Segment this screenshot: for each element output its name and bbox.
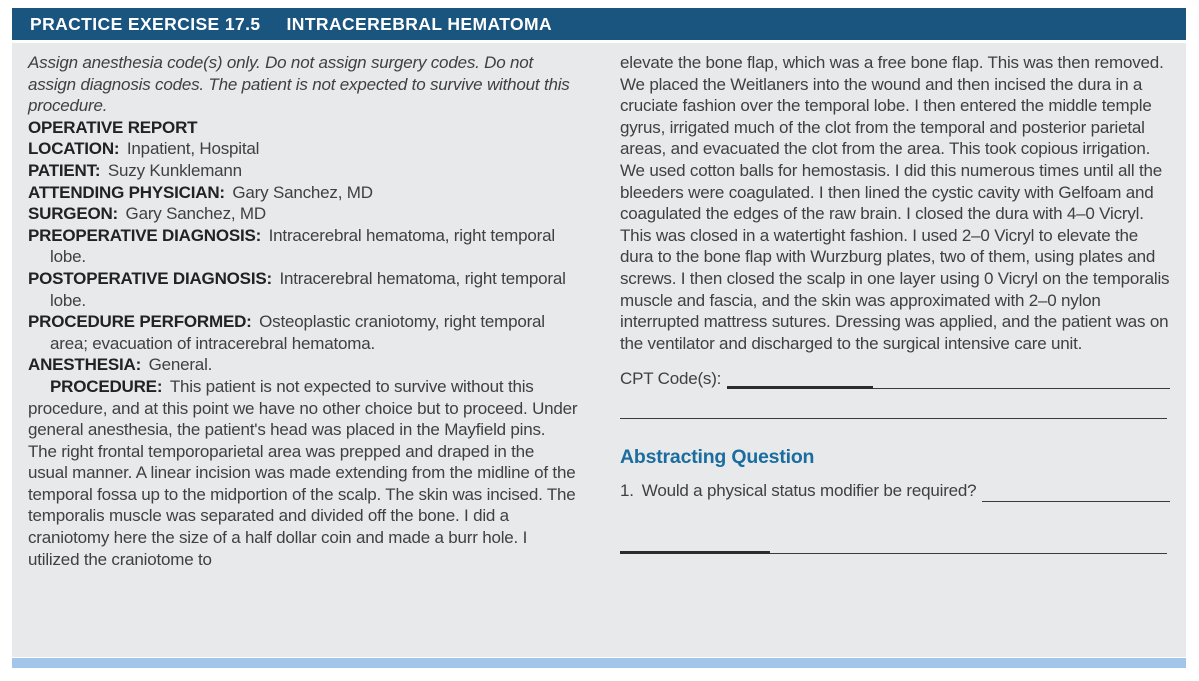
field-location xyxy=(28,138,578,160)
field-preoperative-diagnosis xyxy=(28,225,578,268)
field-patient-label: PATIENT: xyxy=(28,160,105,180)
field-postoperative-diagnosis-value: Intracerebral hematoma, right temporal lobe. xyxy=(50,268,566,310)
cpt-answer-blank-line xyxy=(873,369,1170,389)
field-location-value: Inpatient, Hospital xyxy=(126,139,260,159)
field-attending-physician xyxy=(28,182,578,204)
coding-instructions: Assign anesthesia code(s) only. Do not assign surgery codes. Do not assign diagnosis codes. The patient is not expected to survive without this procedure. xyxy=(28,53,570,116)
field-postoperative-diagnosis-label: POSTOPERATIVE DIAGNOSIS: xyxy=(28,268,277,288)
left-column xyxy=(28,52,578,657)
field-preoperative-diagnosis-label: PREOPERATIVE DIAGNOSIS: xyxy=(28,225,266,245)
field-patient xyxy=(28,160,578,182)
bottom-accent-bar xyxy=(12,658,1186,668)
field-surgeon xyxy=(28,203,578,225)
question-answer-continuation-line xyxy=(620,532,1167,554)
question-answer-blank xyxy=(982,482,1170,502)
exercise-header-bar xyxy=(12,8,1186,40)
field-anesthesia-label: ANESTHESIA: xyxy=(28,355,146,375)
exercise-number-label: PRACTICE EXERCISE 17.5 xyxy=(30,13,261,34)
field-procedure-performed xyxy=(28,311,578,354)
field-anesthesia xyxy=(28,354,578,376)
field-surgeon-label: SURGEON: xyxy=(28,204,123,224)
procedure-narrative-left xyxy=(28,376,578,570)
practice-exercise-panel xyxy=(12,8,1186,668)
question-continuation-blank-line xyxy=(770,534,1167,554)
cpt-code-label: CPT Code(s): xyxy=(620,368,722,388)
field-preoperative-diagnosis-value: Intracerebral hematoma, right temporal lobe. xyxy=(50,225,555,267)
field-anesthesia-value: General. xyxy=(148,355,213,375)
question-continuation-blank-bold xyxy=(620,532,770,554)
field-patient-value: Suzy Kunklemann xyxy=(107,160,242,180)
field-surgeon-value: Gary Sanchez, MD xyxy=(125,204,266,224)
cpt-answer-blank-bold xyxy=(727,367,873,389)
cpt-code-answer-row xyxy=(620,367,1170,389)
question-number: 1. xyxy=(620,480,634,500)
procedure-label: PROCEDURE: xyxy=(50,376,167,396)
question-text: Would a physical status modifier be required? xyxy=(641,480,977,500)
field-postoperative-diagnosis xyxy=(28,268,578,311)
field-attending-physician-value: Gary Sanchez, MD xyxy=(232,182,373,202)
abstracting-question-heading: Abstracting Question xyxy=(620,446,815,469)
abstracting-question-1 xyxy=(620,480,1170,502)
field-procedure-performed-value: Osteoplastic craniotomy, right temporal area; evacuation of intracerebral hematoma. xyxy=(50,312,545,353)
operative-report-title: OPERATIVE REPORT xyxy=(28,117,198,137)
procedure-narrative-right: elevate the bone flap, which was a free bone flap. This was then removed. We placed the Weitlaners into the wound and then incised the dura in a cruciate fashion over the temporal lobe. I then entered the middle temple gyrus, irrigated much of the clot from the temporal and posterior parietal areas, and evacuated the clot from the area. This took copious irrigation. We used cotton balls for hemostasis. I did this numerous times until all the bleeders were coagulated. I then lined the cystic cavity with Gelfoam and coagulated the edges of the raw brain. I closed the dura with 4–0 Vicryl. This was closed in a watertight fashion. I used 2–0 Vicryl to elevate the dura to the bone flap with Wurzburg plates, two of them, using plates and screws. I then closed the scalp in one layer using 0 Vicryl on the temporalis muscle and fascia, and the skin was approximated with 2–0 nylon interrupted mattress sutures. Dressing was applied, and the patient was on the ventilator and discharged to the surgical intensive care unit. xyxy=(620,53,1170,353)
field-procedure-performed-label: PROCEDURE PERFORMED: xyxy=(28,312,257,332)
exercise-body xyxy=(12,43,1186,657)
field-location-label: LOCATION: xyxy=(28,139,124,159)
right-column xyxy=(620,52,1170,657)
exercise-title: INTRACEREBRAL HEMATOMA xyxy=(286,13,553,34)
cpt-answer-second-line xyxy=(620,418,1167,419)
procedure-text-left: This patient is not expected to survive without this procedure, and at this point we have no other choice but to proceed. Under general anesthesia, the patient's head was placed in the Mayfield pins. The right frontal temporoparietal area was prepped and draped in the usual manner. A linear incision was made extending from the midline of the temporal fossa up to the midportion of the scalp. The skin was incised. The temporalis muscle was separated and divided off the bone. I did a craniotomy here the size of a half dollar coin and made a burr hole. I utilized the craniotome to xyxy=(28,376,578,569)
field-attending-physician-label: ATTENDING PHYSICIAN: xyxy=(28,182,230,202)
